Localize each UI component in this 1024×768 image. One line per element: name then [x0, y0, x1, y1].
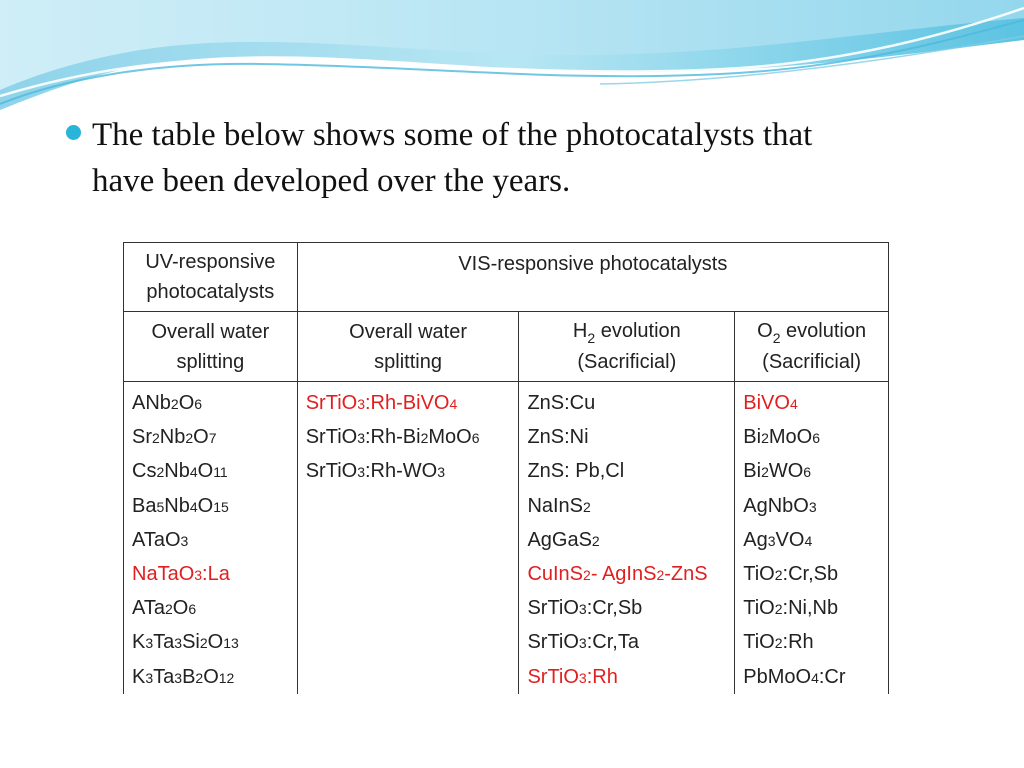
h2-evolution-list [519, 382, 735, 694]
col-header-h2-evolution: $H_2$ evolution (Sacrificial) [519, 312, 735, 382]
catalyst-item: ATa2O6 [132, 597, 197, 620]
catalyst-item: TiO2:Ni,Nb [743, 597, 839, 620]
catalyst-item: AgNbO3 [743, 494, 817, 517]
catalyst-item: SrTiO3:Cr,Sb [527, 597, 643, 620]
catalyst-item: ZnS:Ni [527, 426, 589, 449]
catalyst-list-row [124, 382, 889, 694]
vis-overall-list [297, 382, 519, 694]
col-header-vis-overall: Overall water splitting [297, 312, 519, 382]
catalyst-item: AgGaS2 [527, 528, 600, 551]
catalyst-item: PbMoO4:Cr [743, 665, 846, 688]
catalyst-item: K3Ta3Si2O13 [132, 631, 239, 654]
o2-evolution-list [735, 382, 889, 694]
col-header-uv-overall: Overall water splitting [124, 312, 298, 382]
group-header-row [124, 243, 889, 312]
catalyst-item: SrTiO3:Rh-BiVO4 [305, 392, 458, 414]
header-wave-decoration [0, 0, 1024, 130]
catalyst-item: K3Ta3B2O12 [132, 665, 235, 688]
catalyst-item: ZnS:Cu [527, 392, 596, 414]
catalyst-item: SrTiO3:Rh-WO3 [305, 460, 446, 483]
catalyst-item: Cs2Nb4O11 [132, 460, 228, 483]
catalyst-item: SrTiO3:Rh-Bi2MoO6 [305, 426, 480, 449]
bullet-icon [66, 125, 81, 140]
catalyst-item: BiVO4 [743, 392, 798, 414]
catalyst-item: TiO2:Rh [743, 631, 814, 654]
bullet-text-line-1: The table below shows some of the photocatalysts that [92, 117, 813, 153]
bullet-text [92, 112, 992, 204]
catalyst-item: SrTiO3:Cr,Ta [527, 631, 639, 654]
catalyst-item: ZnS: Pb,Cl [527, 460, 625, 483]
catalyst-item: Ag3VO4 [743, 528, 813, 551]
catalyst-item: TiO2:Cr,Sb [743, 562, 839, 585]
catalyst-item: CuInS2- AgInS2-ZnS [527, 562, 708, 585]
catalyst-item: Bi2WO6 [743, 460, 812, 483]
catalyst-item: Sr2Nb2O7 [132, 426, 217, 449]
col-header-o2-evolution: $O_2$ evolution (Sacrificial) [735, 312, 889, 382]
uv-group-header: UV-responsive photocatalysts [124, 243, 298, 312]
catalyst-item: SrTiO3:Rh [527, 665, 618, 688]
uv-overall-list [124, 382, 298, 694]
bullet-text-line-2: have been developed over the years. [92, 163, 571, 199]
photocatalysts-table [123, 242, 889, 694]
catalyst-item: NaTaO3:La [132, 562, 230, 585]
catalyst-item: ATaO3 [132, 528, 189, 551]
catalyst-item: Ba5Nb4O15 [132, 494, 229, 517]
vis-group-header: VIS-responsive photocatalysts [297, 243, 888, 312]
catalyst-item: ANb2O6 [132, 392, 203, 414]
catalyst-item: Bi2MoO6 [743, 426, 820, 449]
catalyst-item: NaInS2 [527, 494, 591, 517]
column-header-row [124, 312, 889, 382]
